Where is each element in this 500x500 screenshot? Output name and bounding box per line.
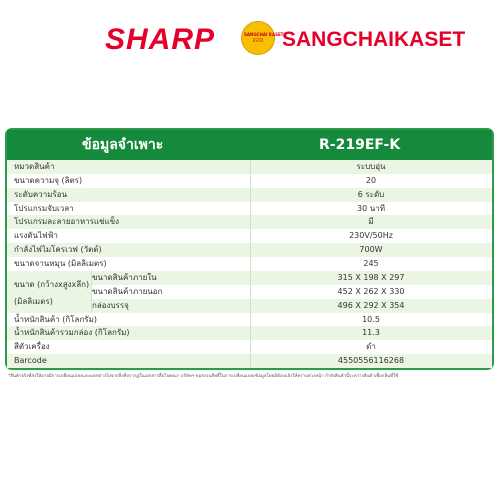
dimension-value: 496 X 292 X 354 (337, 300, 405, 310)
row-value: ระบบอุ่น (356, 162, 386, 171)
column-divider (250, 160, 251, 368)
dimension-group-label-line1: ขนาด (กว้างxสูงxลึก) (14, 280, 90, 290)
row-label: ระดับความร้อน (14, 189, 68, 199)
sharp-logo: SHARP (105, 23, 216, 56)
model-number: R-219EF-K (319, 137, 401, 153)
row-value: 20 (365, 175, 377, 185)
row-label: Barcode (14, 356, 47, 366)
row-value: ดำ (366, 342, 376, 352)
row-value: 245 (363, 259, 379, 269)
brand-header (0, 15, 500, 55)
dimension-group-label (7, 271, 91, 313)
dimension-value: 452 X 262 X 330 (337, 286, 405, 296)
row-value: 10.5 (362, 314, 380, 324)
row-value: 230V/50Hz (349, 231, 393, 241)
sangchaikaset-seal-icon (241, 21, 284, 55)
disclaimer-footnote: *สินค้าจริงที่ส่งให้อาจมีการเปลี่ยนแปลงและแตกต่างไปจากสิ่งที่ปรากฏในเอกสารสื่อโฆษณา บริษัทฯ ขอสงวนสิทธิ์ในการเปลี่ยนแปลงข้อมูลโดยมิต้องแจ้งให้ทราบล่วงหน้า กำลังสินค้านี้ระหว่างสินค้าเพื่อกลิ่นที่ใช้ (8, 374, 399, 379)
row-label: แรงดันไฟฟ้า (14, 231, 58, 241)
seal-text-bottom: ESTD (252, 38, 264, 43)
spec-table-header (7, 130, 492, 160)
row-value: 700W (359, 245, 383, 255)
dimension-label: ขนาดสินค้าภายนอก (92, 286, 163, 296)
dimension-label: ขนาดสินค้าภายใน (92, 272, 157, 282)
spec-table (5, 128, 494, 370)
dimension-divider (91, 271, 92, 313)
row-label: สีตัวเครื่อง (14, 342, 50, 352)
row-value: 11.3 (362, 328, 380, 338)
row-label: โปรแกรมจับเวลา (14, 203, 74, 213)
dimension-label: กล่องบรรจุ (92, 300, 129, 310)
seal-text-top: SANGCHAI KASET (244, 32, 284, 37)
row-value: 4550556116268 (337, 356, 405, 366)
row-label: ขนาดความจุ (ลิตร) (14, 175, 83, 185)
row-label: กำลังไฟไมโครเวฟ (วัตต์) (14, 245, 102, 255)
row-label: หมวดสินค้า (14, 162, 55, 171)
row-label: ขนาดจานหมุน (มิลลิเมตร) (14, 259, 107, 269)
dimension-group-label-line2: (มิลลิเมตร) (14, 297, 53, 307)
row-value: 30 นาที (357, 203, 385, 213)
row-label: น้ำหนักสินค้า (กิโลกรัม) (14, 314, 97, 324)
row-label: น้ำหนักสินค้ารวมกล่อง (กิโลกรัม) (14, 328, 130, 338)
row-label: โปรแกรมละลายอาหารแช่แข็ง (14, 217, 119, 227)
retailer-logo: SANGCHAIKASET (282, 28, 466, 51)
dimension-value: 315 X 198 X 297 (337, 272, 405, 282)
spec-title: ข้อมูลจำเพาะ (82, 137, 164, 153)
row-value: 6 ระดับ (357, 189, 385, 199)
row-value: มี (368, 217, 374, 227)
